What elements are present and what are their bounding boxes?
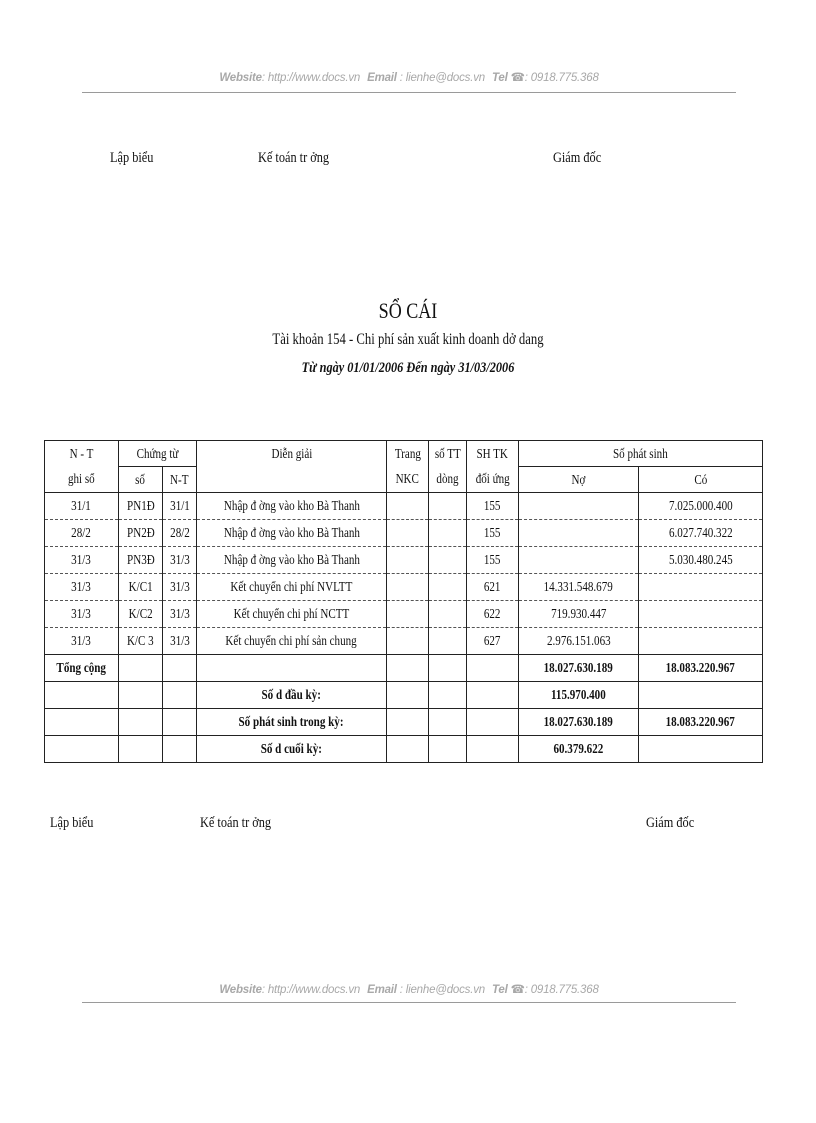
bottom-signature-director: Giám đốc bbox=[646, 815, 695, 831]
header-nt: N - T bbox=[45, 441, 119, 467]
table-row: 31/1 PN1Đ 31/1 Nhập đ ờng vào kho Bà Thanh 155 7.025.000.400 bbox=[45, 493, 763, 520]
top-signature-preparer: Lập biểu bbox=[110, 150, 154, 166]
footer-phone-icon: ☎ bbox=[510, 984, 525, 996]
total-credit: 18.083.220.967 bbox=[639, 655, 763, 682]
footer-email-label: Email bbox=[367, 984, 397, 996]
page-footer-contact bbox=[82, 982, 736, 996]
footer-divider bbox=[82, 1002, 736, 1003]
summary-row-opening bbox=[45, 682, 763, 709]
header-page-sub: NKC bbox=[387, 467, 429, 493]
header-page: Trang bbox=[387, 441, 429, 467]
tel-value: : 0918.775.368 bbox=[524, 72, 599, 84]
header-credit: Có bbox=[639, 467, 763, 493]
closing-balance-credit bbox=[639, 736, 763, 763]
header-account-sub: đối ứng bbox=[467, 467, 519, 493]
header-voucher: Chứng từ bbox=[119, 441, 197, 467]
header-nt-sub: ghi sổ bbox=[45, 467, 119, 493]
table-row: 31/3 PN3Đ 31/3 Nhập đ ờng vào kho Bà Thanh 155 5.030.480.245 bbox=[45, 547, 763, 574]
tel-label: Tel bbox=[491, 72, 508, 84]
table-row: 31/3 K/C2 31/3 Kết chuyển chi phí NCTT 622 719.930.447 bbox=[45, 601, 763, 628]
table-row: 28/2 PN2Đ 28/2 Nhập đ ờng vào kho Bà Thanh 155 6.027.740.322 bbox=[45, 520, 763, 547]
period-activity-credit: 18.083.220.967 bbox=[639, 709, 763, 736]
top-signature-chief-accountant: Kế toán tr ởng bbox=[258, 150, 330, 166]
period-activity-label: Số phát sinh trong kỳ: bbox=[197, 709, 387, 736]
header-description: Diễn giải bbox=[197, 441, 387, 467]
table-row: 31/3 K/C1 31/3 Kết chuyển chi phí NVLTT 621 14.331.548.679 bbox=[45, 574, 763, 601]
period-activity-debit: 18.027.630.189 bbox=[519, 709, 639, 736]
header-description-sub bbox=[197, 467, 387, 493]
phone-icon: ☎ bbox=[510, 72, 525, 84]
footer-website-label: Website bbox=[219, 984, 262, 996]
closing-balance-debit: 60.379.622 bbox=[519, 736, 639, 763]
header-line-no-sub: dòng bbox=[429, 467, 467, 493]
footer-website-url[interactable]: : http://www.docs.vn bbox=[261, 984, 361, 996]
header-amount: Số phát sinh bbox=[519, 441, 763, 467]
closing-balance-label: Số d cuối kỳ: bbox=[197, 736, 387, 763]
footer-email-value[interactable]: : lienhe@docs.vn bbox=[399, 984, 485, 996]
ledger-period: Từ ngày 01/01/2006 Đến ngày 31/03/2006 bbox=[301, 360, 515, 376]
total-label: Tổng cộng bbox=[45, 655, 119, 682]
bottom-signature-preparer: Lập biểu bbox=[50, 815, 94, 831]
page-header-contact bbox=[82, 70, 736, 84]
header-voucher-no: số bbox=[119, 467, 163, 493]
table-header-row-1 bbox=[45, 441, 763, 467]
opening-balance-credit bbox=[639, 682, 763, 709]
header-divider bbox=[82, 92, 736, 93]
header-debit: Nợ bbox=[519, 467, 639, 493]
ledger-title: SỔ CÁI bbox=[378, 298, 438, 323]
header-account: SH TK bbox=[467, 441, 519, 467]
email-label: Email bbox=[367, 72, 397, 84]
header-voucher-date: N-T bbox=[163, 467, 197, 493]
total-row bbox=[45, 655, 763, 682]
total-debit: 18.027.630.189 bbox=[519, 655, 639, 682]
summary-row-closing bbox=[45, 736, 763, 763]
bottom-signature-chief-accountant: Kế toán tr ởng bbox=[200, 815, 272, 831]
ledger-table bbox=[44, 440, 763, 763]
table-header-row-2 bbox=[45, 467, 763, 493]
opening-balance-label: Số d đầu kỳ: bbox=[197, 682, 387, 709]
website-label: Website bbox=[219, 72, 262, 84]
summary-row-period bbox=[45, 709, 763, 736]
footer-tel-label: Tel bbox=[491, 984, 508, 996]
table-row: 31/3 K/C 3 31/3 Kết chuyển chi phí sản chung 627 2.976.151.063 bbox=[45, 628, 763, 655]
ledger-account: Tài khoản 154 - Chi phí sản xuất kinh doanh dở dang bbox=[272, 331, 544, 348]
opening-balance-debit: 115.970.400 bbox=[519, 682, 639, 709]
website-url[interactable]: : http://www.docs.vn bbox=[261, 72, 361, 84]
email-value[interactable]: : lienhe@docs.vn bbox=[399, 72, 485, 84]
header-line-no: số TT bbox=[429, 441, 467, 467]
footer-tel-value: : 0918.775.368 bbox=[524, 984, 599, 996]
top-signature-director: Giám đốc bbox=[553, 150, 602, 166]
